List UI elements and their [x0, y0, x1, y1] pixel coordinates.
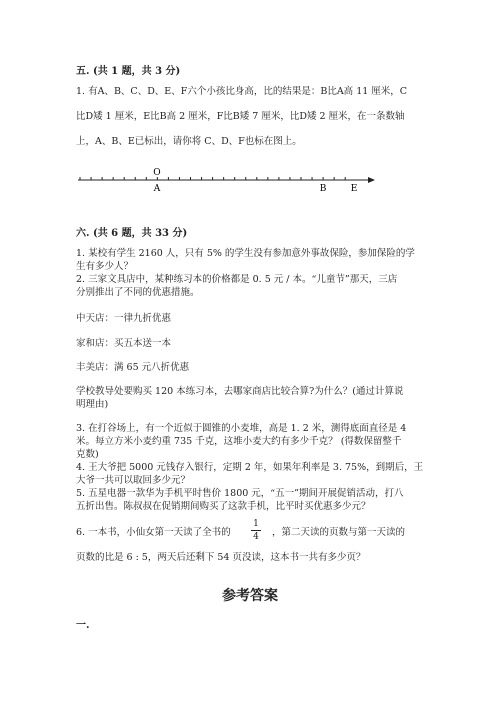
s5-q1-line-3: 上，A、B、E已标出，请你将 C、D、F也标在图上。 — [76, 136, 302, 147]
s6-q5-line-2: 五折出售。陈叔叔在促销期间购买了这款手机，比平时买优惠多少元？ — [76, 501, 371, 512]
store-jiahe: 家和店：买五本送一本 — [76, 338, 172, 349]
store-fengmei: 丰美店：满 65 元八折优惠 — [76, 362, 190, 373]
s6-q1-line-2: 生有多少人？ — [76, 261, 134, 272]
s6-q6-part-2: ，第二天读的页数与第一天读的 — [272, 527, 406, 538]
s6-q6-part-1: 6. 一本书，小仙女第一天读了全书的 — [76, 527, 231, 538]
s5-q1-line-2: 比D矮 1 厘米，E比B高 2 厘米，F比B矮 7 厘米，比D矮 2 厘米，在一条数轴 — [76, 111, 405, 122]
s5-q1-line-1: 1. 有A、B、C、D、E、F六个小孩比身高，比的结果是：B比A高 11 厘米，C — [76, 86, 408, 97]
number-line-arrow — [368, 177, 375, 183]
answers-section-1: 一. — [76, 620, 90, 631]
s6-q1-line-1: 1. 某校有学生 2160 人，只有 5% 的学生没有参加意外事故保险，参加保险的学 — [76, 248, 415, 259]
s6-q2-line-1: 2. 三家文具店中，某种练习本的价格都是 0. 5 元 / 本。“儿童节”那天，三店 — [76, 274, 398, 285]
s6-q2-ask-line-2: 明理由) — [76, 399, 109, 410]
zero-label: O — [153, 168, 161, 178]
s6-q6-line-2: 页数的比是 6 : 5，两天后还剩下 54 页没读，这本书一共有多少页？ — [76, 552, 366, 563]
fraction-numerator: 1 — [253, 519, 259, 529]
section-5-title: 五. (共 1 题，共 3 分) — [76, 66, 181, 77]
store-zhongtian: 中天店：一律九折优惠 — [76, 313, 172, 324]
number-line — [70, 160, 380, 194]
s6-q2-ask-line-1: 学校教导处要购买 120 本练习本，去哪家商店比较合算?为什么？(通过计算说 — [76, 386, 404, 397]
answers-title: 参考答案 — [222, 588, 278, 604]
label-e: E — [350, 184, 358, 194]
s6-q5-line-1: 5. 五星电器一款华为手机平时售价 1800 元，“五一”期间开展促销活动，打八 — [76, 488, 404, 499]
s6-q4-line-1: 4. 王大爷把 5000 元钱存入银行，定期 2 年，如果年利率是 3. 75%，到期后，王 — [76, 462, 424, 473]
s6-q3-line-2: 米。每立方米小麦约重 735 千克，这堆小麦大约有多少千克？ (得数保留整千 — [76, 436, 402, 447]
s6-q4-line-2: 大爷一共可以取回多少元？ — [76, 475, 191, 486]
s6-q2-line-2: 分别推出了不同的优惠措施。 — [76, 287, 200, 298]
s6-q3-line-1: 3. 在打谷场上，有一个近似于圆锥的小麦堆，高是 1. 2 米，测得底面直径是 4 — [76, 423, 407, 434]
section-6-title: 六. (共 6 题，共 33 分) — [76, 228, 188, 239]
fraction-denominator: 4 — [253, 532, 259, 542]
fraction-one-quarter — [251, 519, 261, 542]
label-a: A — [153, 184, 161, 194]
s6-q3-line-3: 克数) — [76, 449, 99, 460]
label-b: B — [319, 184, 327, 194]
